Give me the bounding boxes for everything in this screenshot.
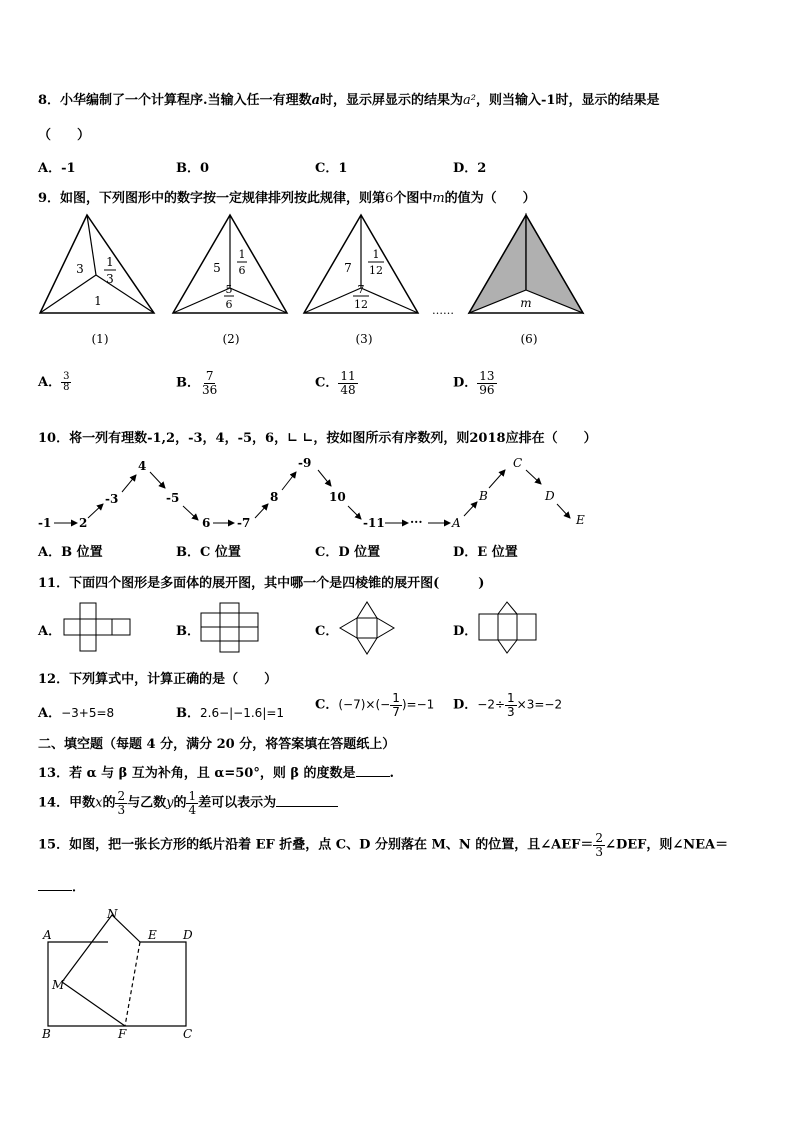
q11-label-b: B． — [176, 624, 200, 639]
seq-D: D — [545, 489, 555, 503]
q11-net-d — [476, 600, 542, 656]
q8-paren: （ ） — [38, 128, 91, 143]
q11-net-c — [338, 600, 398, 656]
seq-n2: 2 — [79, 516, 88, 530]
q15-stem: 15．如图，把一张长方形的纸片沿着 EF 折叠，点 C、D 分别落在 M、N 的位置，且∠AEF＝ $\frac{2}{3}$ ∠DEF，则∠NEA＝ — [38, 831, 729, 859]
pt-C: C — [183, 1027, 193, 1040]
q9-option-c: C． $\frac{11}{48}$ — [315, 369, 356, 397]
q10-option-d: D．E 位置 — [453, 545, 518, 560]
q15-answer-line: ． — [38, 876, 85, 895]
fig6-m: m — [520, 296, 532, 310]
fig3-right-den: 12 — [369, 264, 383, 277]
section-2-heading: 二、填空题（每题 4 分，满分 20 分，将答案填在答题纸上） — [38, 737, 396, 752]
seq-A: A — [452, 516, 461, 530]
q8-option-d: D．2 — [453, 161, 487, 176]
q10-option-c: C．D 位置 — [315, 545, 381, 560]
seq-ellipsis: ··· — [410, 515, 423, 529]
fig3-right-num: 1 — [372, 248, 380, 261]
q11-net-a — [62, 600, 134, 655]
pt-D: D — [183, 928, 193, 942]
q12-option-b: B．2.6−|−1.6|=1 — [176, 706, 285, 721]
q9-stem: 9．如图，下列图形中的数字按一定规律排列按此规律，则第6个图中m的值为（ ） — [38, 191, 536, 206]
fig3-caption: (3) — [355, 332, 373, 346]
q9-figure-1 — [40, 215, 154, 346]
q9-dots: …… — [432, 304, 454, 317]
q9-option-a: A． $\frac{3}{8}$ — [38, 370, 70, 393]
seq-n10: 10 — [329, 490, 346, 504]
q12-option-d: D．−2÷ $\frac{1}{3}$ ×3=−2 — [453, 691, 563, 719]
q15-answer-blank[interactable] — [38, 890, 72, 891]
q10-option-a: A．B 位置 — [38, 545, 103, 560]
q8-option-a: A．-1 — [38, 161, 76, 176]
q11-stem: 11．下面四个图形是多面体的展开图，其中哪一个是四棱锥的展开图( ) — [38, 576, 485, 591]
q10-sequence-diagram — [30, 450, 600, 534]
fig1-right-den: 3 — [106, 272, 114, 286]
q8-option-b: B．0 — [176, 161, 210, 176]
pt-A: A — [43, 928, 52, 942]
fig2-right-den: 6 — [238, 264, 246, 277]
q11-label-a: A． — [38, 624, 62, 639]
q11-label-d: D． — [453, 624, 478, 639]
q14-stem: 14．甲数x的 $\frac{2}{3}$ 与乙数y的 $\frac{1}{4}$ 差可以表示为 — [38, 790, 338, 816]
fig2-bottom-den: 6 — [225, 298, 233, 311]
fig1-left: 3 — [76, 262, 84, 276]
q15-fold-figure — [30, 900, 210, 1040]
fig2-bottom-num: 5 — [225, 283, 233, 296]
q9-figures — [30, 210, 600, 350]
seq-E: E — [576, 513, 585, 527]
fig3-bottom-den: 12 — [354, 298, 368, 311]
fig6-caption: (6) — [520, 332, 538, 346]
q13-answer-blank[interactable] — [356, 776, 390, 777]
pt-M: M — [52, 978, 65, 992]
seq-n8: 8 — [270, 490, 279, 504]
seq-B: B — [479, 489, 488, 503]
seq-n7: -7 — [237, 516, 251, 530]
pt-F: F — [118, 1027, 127, 1040]
fig1-bottom: 1 — [94, 294, 102, 308]
q9-option-d: D． $\frac{13}{96}$ — [453, 369, 495, 397]
fig3-bottom-num: 7 — [357, 283, 365, 296]
fig2-caption: (2) — [222, 332, 240, 346]
seq-n11: -11 — [363, 516, 385, 530]
seq-n5: -5 — [166, 491, 180, 505]
q11-label-c: C． — [315, 624, 339, 639]
q9-figure-6 — [469, 215, 583, 346]
q14-answer-blank[interactable] — [276, 806, 338, 807]
fig1-caption: (1) — [91, 332, 109, 346]
pt-N: N — [107, 907, 118, 921]
pt-B: B — [42, 1027, 51, 1040]
q10-option-b: B．C 位置 — [176, 545, 241, 560]
q8-option-c: C．1 — [315, 161, 348, 176]
q12-option-c: C．(−7)×(− $\frac{1}{7}$ )=−1 — [315, 691, 435, 719]
q10-stem: 10．将一列有理数-1,2，-3，4，-5，6，∟ ∟，按如图所示有序数列，则2018应排在（ ） — [38, 431, 597, 446]
q12-stem: 12．下列算式中，计算正确的是（ ） — [38, 672, 278, 687]
q12-option-a: A．−3+5=8 — [38, 706, 115, 721]
seq-n6: 6 — [202, 516, 211, 530]
seq-n3: -3 — [105, 492, 119, 506]
q13-stem: 13．若 α 与 β 互为补角，且 α=50°，则 β 的度数是 . — [38, 766, 395, 781]
q9-figure-3 — [304, 215, 418, 346]
seq-C: C — [513, 456, 523, 470]
seq-n4: 4 — [138, 459, 147, 473]
q9-figure-2 — [173, 215, 287, 346]
fig1-right-num: 1 — [106, 255, 114, 269]
seq-n1: -1 — [38, 516, 52, 530]
fig2-right-num: 1 — [238, 248, 246, 261]
fig3-left: 7 — [344, 261, 352, 275]
q11-net-b — [198, 601, 262, 655]
q9-option-b: B． $\frac{7}{36}$ — [176, 369, 218, 397]
pt-E: E — [148, 928, 157, 942]
seq-n9: -9 — [298, 456, 312, 470]
q8-stem: 8．小华编制了一个计算程序.当输入任一有理数a时，显示屏显示的结果为a²，则当输入-1时，显示的结果是 — [38, 93, 660, 108]
fig2-left: 5 — [213, 261, 221, 275]
